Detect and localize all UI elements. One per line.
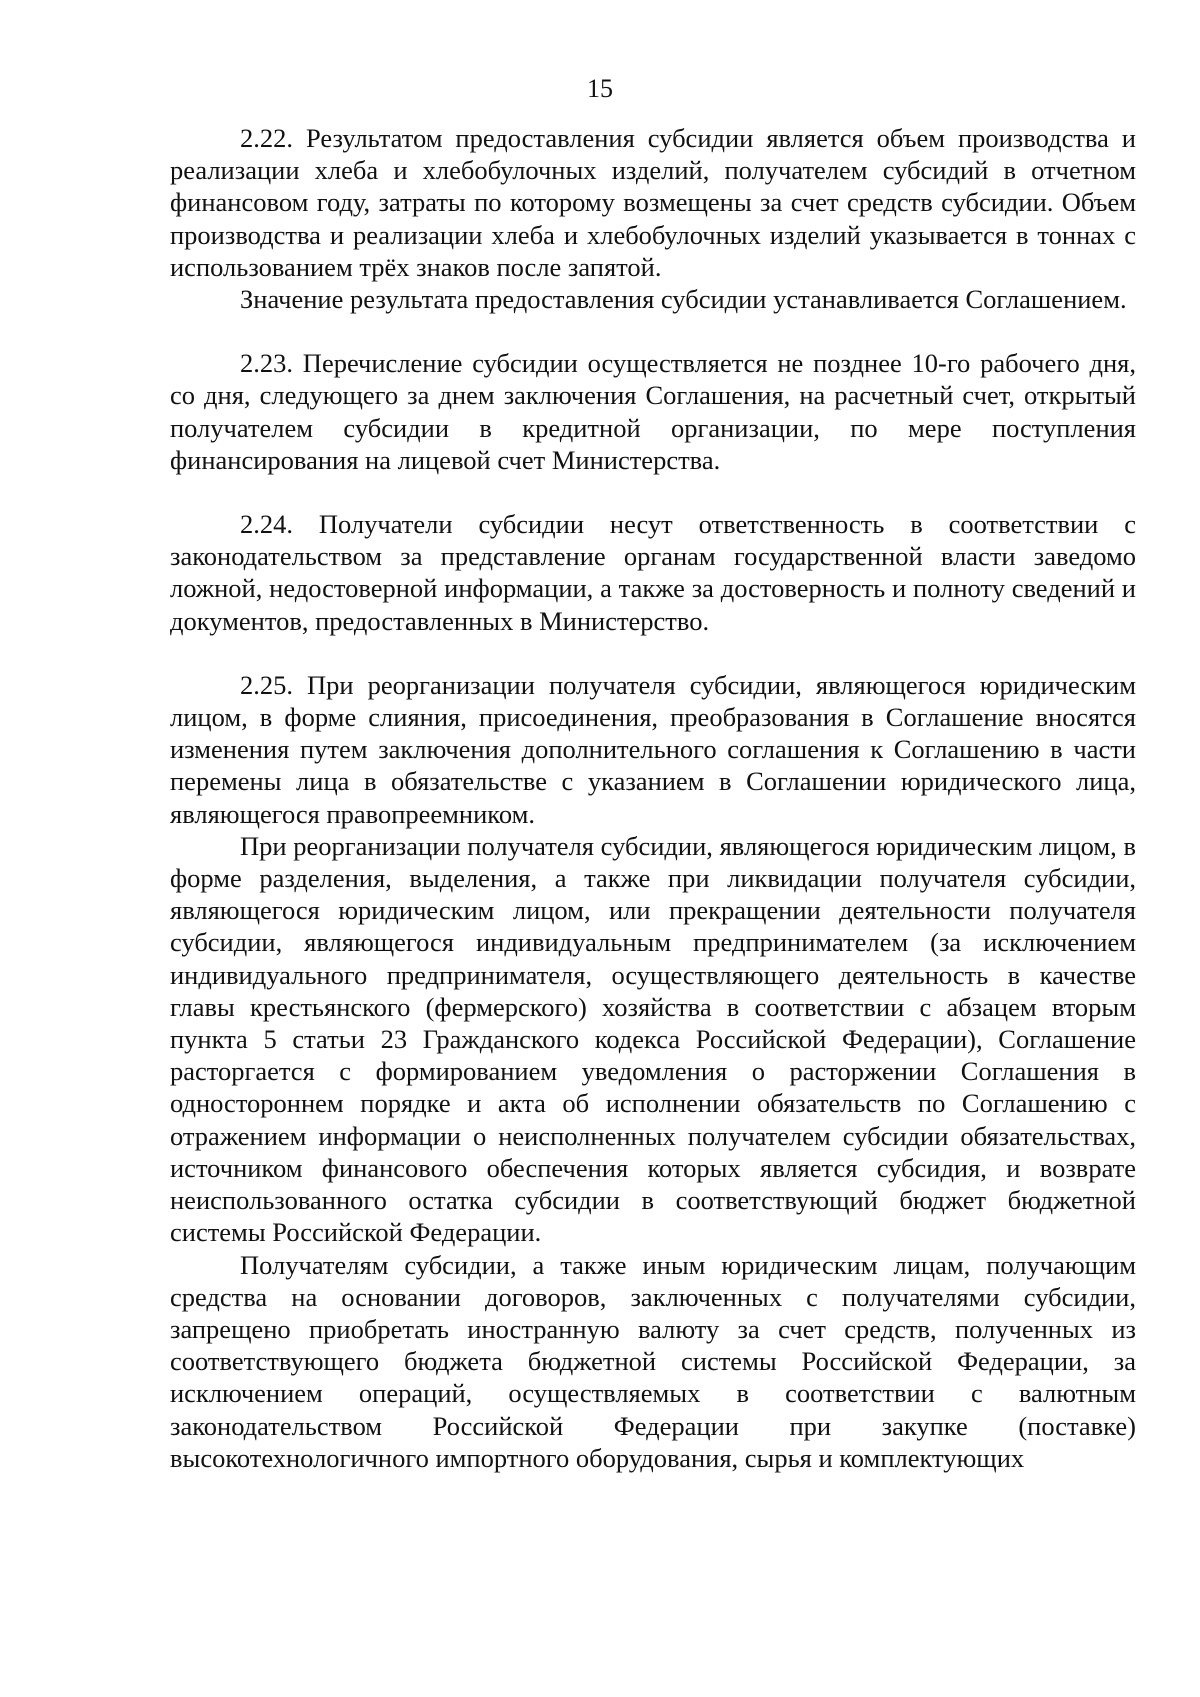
paragraph-2-24: 2.24. Получатели субсидии несут ответственность в соответствии с законодательством за представление органам государственной власти заведомо ложной, недостоверной информации, а также за достоверность и полноту сведений и документов, предоставленных в Министерство.	[170, 509, 1136, 636]
paragraph-currency-prohibition: Получателям субсидии, а также иным юридическим лицам, получающим средства на основании договоров, заключенных с получателями субсидии, запрещено приобретать иностранную валюту за счет средств, полученных из соответствующего бюджета бюджетной системы Российской Федерации, за исключением операций, осуществляемых в соответствии с валютным законодательством Российской Федерации при закупке (поставке) высокотехнологичного импортного оборудования, сырья и комплектующих	[170, 1249, 1136, 1473]
page-number: 15	[587, 74, 613, 103]
paragraph-2-22: 2.22. Результатом предоставления субсидии является объем производства и реализации хлеба и хлебобулочных изделий, получателем субсидий в отчетном финансовом году, затраты по которому возмещены за счет средств субсидии. Объем производства и реализации хлеба и хлебобулочных изделий указывается в тоннах с использованием трёх знаков после запятой.	[170, 123, 1136, 282]
paragraph-2-25: 2.25. При реорганизации получателя субсидии, являющегося юридическим лицом, в форме слияния, присоединения, преобразования в Соглашение вносятся изменения путем заключения дополнительного соглашения к Соглашению в части перемены лица в обязательстве с указанием в Соглашении юридического лица, являющегося правопреемником.	[170, 669, 1136, 829]
document-body	[170, 122, 1136, 1474]
paragraph-2-23: 2.23. Перечисление субсидии осуществляется не позднее 10-го рабочего дня, со дня, следующего за днем заключения Соглашения, на расчетный счет, открытый получателем субсидии в кредитной организации, по мере поступления финансирования на лицевой счет Министерства.	[170, 348, 1136, 475]
paragraph-result-value: Значение результата предоставления субсидии устанавливается Соглашением.	[240, 284, 1127, 315]
paragraph-reorganization: При реорганизации получателя субсидии, являющегося юридическим лицом, в форме разделения, выделения, а также при ликвидации получателя субсидии, являющегося юридическим лицом, или прекращении деятельности получателя субсидии, являющегося индивидуальным предпринимателем (за исключением индивидуального предпринимателя, осуществляющего деятельность в качестве главы крестьянского (фермерского) хозяйства в соответствии с абзацем вторым пункта 5 статьи 23 Гражданского кодекса Российской Федерации), Соглашение расторгается с формированием уведомления о расторжении Соглашения в одностороннем порядке и акта об исполнении обязательств по Соглашению с отражением информации о неисполненных получателем субсидии обязательствах, источником финансового обеспечения которых является субсидия, и возврате неиспользованного остатка субсидии в соответствующий бюджет бюджетной системы Российской Федерации.	[170, 830, 1136, 1248]
